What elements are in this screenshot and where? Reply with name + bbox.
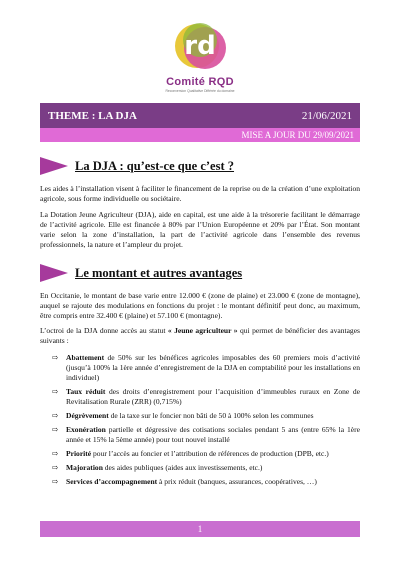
svg-text:rd: rd (184, 31, 216, 61)
list-item: ⇨ Priorité pour l’accès au foncier et l’attribution de références de production (DPB, etc.) (52, 449, 329, 458)
list-item: ⇨ Dégrèvement de la taxe sur le foncier non bâti de 50 à 100% selon les communes (52, 411, 314, 420)
arrow-right-icon: ⇨ (52, 449, 59, 458)
logo-name: Comité RQD (166, 76, 234, 88)
paragraph: En Occitanie, le montant de base varie entre 12.000 € (zone de plaine) et 23.000 € (zone de montagne), auquel se rajoute des modulations en fonctions du projet : le montant définitif peut donc, au maximum, être compris entre 32.400 € (plaine) et 57.100 € (montagne). (40, 291, 360, 320)
arrow-right-icon: ⇨ (52, 353, 59, 362)
rqd-logo-icon (170, 18, 230, 74)
status-label: « Jeune agriculteur » (167, 326, 238, 335)
section-title: La DJA : qu’est-ce que c’est ? (75, 158, 235, 173)
paragraph: L’octroi de la DJA donne accès au statut « Jeune agriculteur » qui permet de bénéficier des avantages suivants : (40, 326, 360, 345)
triangle-bullet-icon (40, 264, 68, 282)
arrow-right-icon: ⇨ (52, 463, 59, 472)
paragraph: Les aides à l’installation visent à faciliter le financement de la reprise ou de la création d’une exploitation agricole, sous forme individuelle ou sociétaire. (40, 184, 360, 203)
arrow-right-icon: ⇨ (52, 387, 59, 396)
triangle-bullet-icon (40, 157, 68, 175)
arrow-right-icon: ⇨ (52, 425, 59, 434)
list-item: ⇨ Taux réduit des droits d’enregistrement pour l’acquisition d’immeubles ruraux en Zone de Revitalisation Rurale (ZRR) (0,715%) (52, 387, 360, 406)
footer-bar (40, 521, 360, 537)
section-heading-montant (40, 264, 242, 282)
arrow-right-icon: ⇨ (52, 477, 59, 486)
section-title: Le montant et autres avantages (75, 265, 243, 280)
page-number: 1 (197, 524, 203, 534)
logo-tagline: Reconversion Qualitative Différée du domaine (165, 89, 235, 93)
list-item: ⇨ Services d’accompagnement à prix réduit (banques, assurances, coopératives, …) (52, 477, 317, 486)
list-item: ⇨ Abattement de 50% sur les bénéfices agricoles imposables des 60 premiers mois d’activité (jusqu’à 100% la 1ère année d’enregistrement de la DJA en comptabilité pour les installations en individuel) (52, 353, 360, 382)
document-date: 21/06/2021 (301, 109, 352, 122)
section-heading-dja (40, 157, 234, 175)
arrow-right-icon: ⇨ (52, 411, 59, 420)
logo (150, 18, 250, 98)
theme-bar (40, 103, 360, 128)
update-bar: MISE A JOUR DU 29/09/2021 (40, 128, 360, 142)
theme-title: THEME : LA DJA (48, 109, 137, 122)
list-item: ⇨ Exonération partielle et dégressive des cotisations sociales pendant 5 ans (entre 65% la 1ère année et 15% la 5ème année) pour tout nouvel installé (52, 425, 360, 444)
paragraph: La Dotation Jeune Agriculteur (DJA), aide en capital, est une aide à la trésorerie facilitant le démarrage de l’activité agricole. Elle est financée à 80% par l’Union Européenne et 20% par l’État. Son montant varie selon la zone d’installation, la part de l’activité agricole dans l’ensemble des revenus professionnels, la nature et l’ampleur du projet. (40, 210, 360, 249)
advantages-list (40, 353, 360, 487)
list-item: ⇨ Majoration des aides publiques (aides aux investissements, etc.) (52, 463, 263, 472)
